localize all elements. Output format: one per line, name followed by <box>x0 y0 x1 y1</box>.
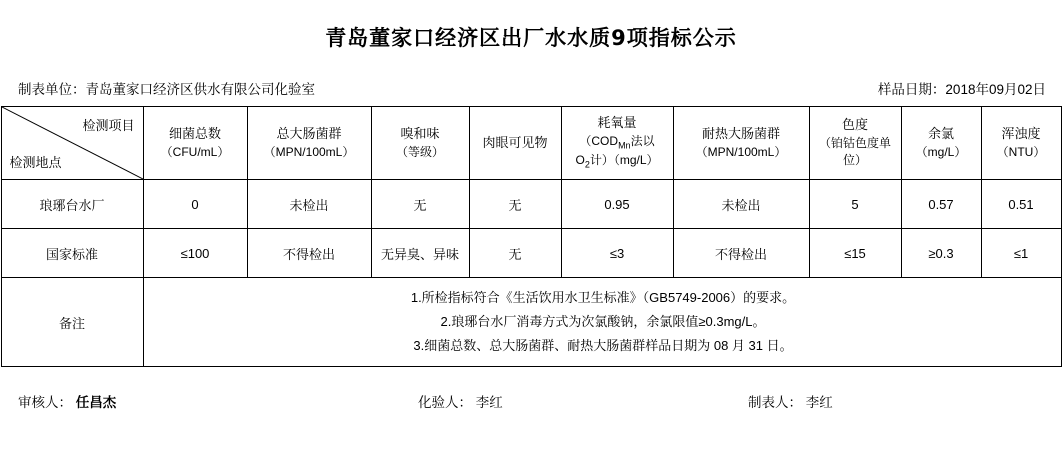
corner-header-cell <box>1 107 143 180</box>
table-row <box>1 180 1061 229</box>
column-header-title: 嗅和味 <box>400 125 440 141</box>
corner-bottom-label: 检测地点 <box>9 155 62 170</box>
column-header-title: 耐热大肠菌群 <box>701 125 780 141</box>
column-header-title: 耗氧量 <box>597 115 637 131</box>
column-header-unit: （等级） <box>395 144 444 159</box>
maker-label: 制表人： <box>748 395 802 411</box>
column-header-unit: （$COD_{Mn}$法以 $O_2$计）（mg/L） <box>575 133 659 170</box>
column-header-oxygen-consumption <box>561 107 673 180</box>
note-line-2: 2.琅琊台水厂消毒方式为次氯酸钠，余氯限值≥0.3mg/L。 <box>440 314 766 330</box>
column-header-unit: （铂钴色度单位） <box>818 136 891 168</box>
column-header-chroma <box>809 107 901 180</box>
cell-visible-matter: 无 <box>469 180 561 229</box>
maker-block <box>748 391 1044 411</box>
note-content <box>143 278 1061 367</box>
cell-residual-chlorine: ≥0.3 <box>901 229 981 278</box>
column-header-total-coliform <box>247 107 371 180</box>
cell-chroma: ≤15 <box>809 229 901 278</box>
cell-bacteria: 0 <box>143 180 247 229</box>
note-label: 备注 <box>1 278 143 367</box>
column-header-title: 色度 <box>841 117 868 133</box>
cell-total-coliform: 不得检出 <box>247 229 371 278</box>
reviewer-name: 任昌杰 <box>75 395 117 411</box>
column-header-unit: （MPN/100mL） <box>695 144 787 159</box>
table-header-row <box>1 107 1061 180</box>
tester-label: 化验人： <box>418 395 472 411</box>
column-header-unit: （CFU/mL） <box>160 144 230 159</box>
sample-date-label: 样品日期：2018年09月02日 <box>877 82 1046 97</box>
tester-name: 李红 <box>475 395 503 411</box>
table-row <box>1 229 1061 278</box>
column-header-thermotolerant-coliform <box>673 107 809 180</box>
meta-row <box>0 52 1062 106</box>
column-header-title: 肉眼可见物 <box>482 134 548 150</box>
cell-residual-chlorine: 0.57 <box>901 180 981 229</box>
footer <box>0 367 1062 411</box>
cell-chroma: 5 <box>809 180 901 229</box>
row-label-national-standard: 国家标准 <box>1 229 143 278</box>
page-title: 青岛董家口经济区出厂水水质9项指标公示 <box>325 26 737 50</box>
column-header-title: 细菌总数 <box>168 125 221 141</box>
column-header-turbidity <box>981 107 1061 180</box>
column-header-unit: （mg/L） <box>915 144 967 159</box>
water-quality-table <box>1 106 1062 367</box>
note-line-1: 1.所检指标符合《生活饮用水卫生标准》（GB5749-2006）的要求。 <box>410 290 796 305</box>
cell-bacteria: ≤100 <box>143 229 247 278</box>
column-header-visible-matter <box>469 107 561 180</box>
cell-oxygen-consumption: 0.95 <box>561 180 673 229</box>
column-header-unit: （MPN/100mL） <box>263 144 355 159</box>
maker-unit-label: 制表单位：青岛董家口经济区供水有限公司化验室 <box>18 82 315 97</box>
cell-total-coliform: 未检出 <box>247 180 371 229</box>
tester-block <box>418 391 748 411</box>
corner-top-label: 检测项目 <box>82 118 135 133</box>
column-header-odor-taste <box>371 107 469 180</box>
cell-turbidity: 0.51 <box>981 180 1061 229</box>
column-header-residual-chlorine <box>901 107 981 180</box>
cell-odor-taste: 无异臭、异味 <box>371 229 469 278</box>
cell-oxygen-consumption: ≤3 <box>561 229 673 278</box>
column-header-unit: （NTU） <box>996 144 1046 159</box>
table-note-row <box>1 278 1061 367</box>
cell-turbidity: ≤1 <box>981 229 1061 278</box>
cell-thermotolerant-coliform: 未检出 <box>673 180 809 229</box>
column-header-title: 总大肠菌群 <box>276 125 342 141</box>
maker-name: 李红 <box>805 395 833 411</box>
column-header-title: 余氯 <box>927 125 954 141</box>
cell-odor-taste: 无 <box>371 180 469 229</box>
column-header-title: 浑浊度 <box>1001 125 1041 141</box>
row-label-plant: 琅琊台水厂 <box>1 180 143 229</box>
reviewer-label: 审核人： <box>18 395 72 411</box>
reviewer-block <box>18 391 418 411</box>
column-header-bacteria <box>143 107 247 180</box>
note-line-3: 3.细菌总数、总大肠菌群、耐热大肠菌群样品日期为 08 月 31 日。 <box>413 338 793 354</box>
cell-visible-matter: 无 <box>469 229 561 278</box>
cell-thermotolerant-coliform: 不得检出 <box>673 229 809 278</box>
